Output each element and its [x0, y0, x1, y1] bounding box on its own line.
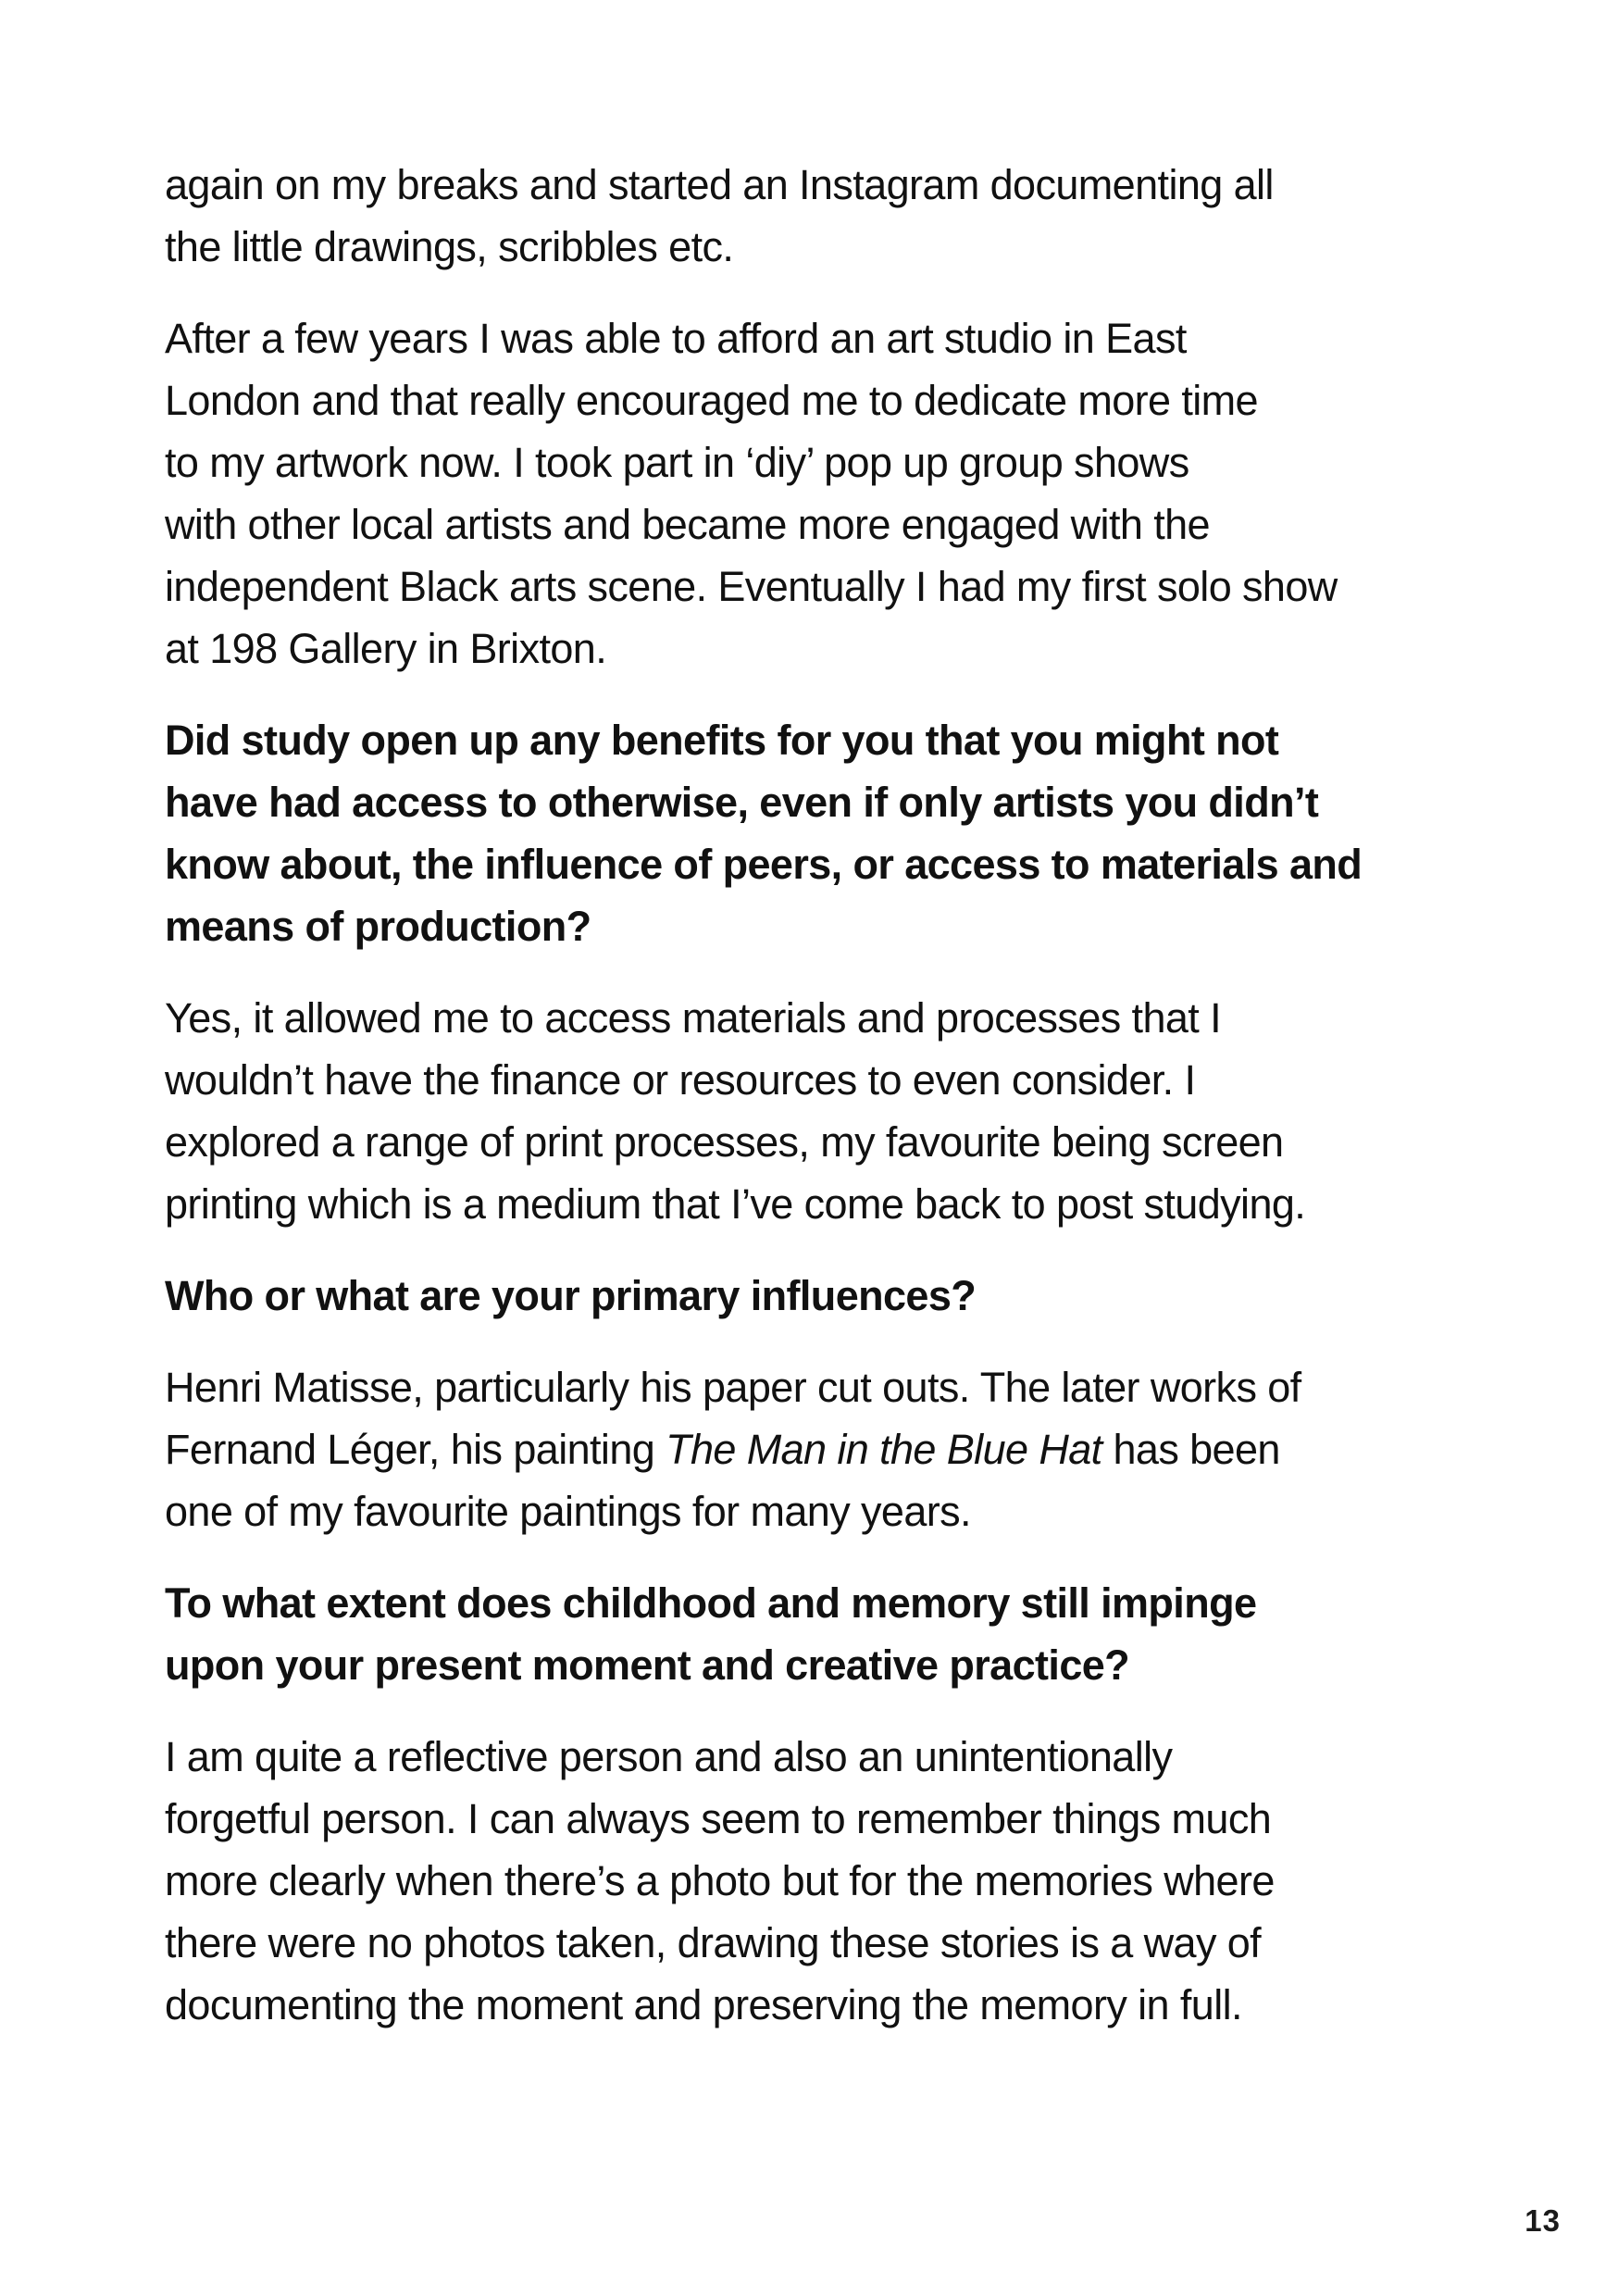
text-line: printing which is a medium that I’ve come back to post studying. [165, 1180, 1306, 1228]
artwork-title: The Man in the Blue Hat [666, 1426, 1102, 1473]
text-line: again on my breaks and started an Instagram documenting all [165, 161, 1274, 208]
text-line: Henri Matisse, particularly his paper cut outs. The later works of [165, 1364, 1301, 1411]
text-line: Did study open up any benefits for you that you might not [165, 717, 1279, 764]
text-line: means of production? [165, 903, 591, 950]
text-line [165, 1418, 1479, 1480]
text-segment: Fernand Léger, his painting [165, 1426, 666, 1473]
text-line: upon your present moment and creative practice? [165, 1641, 1130, 1689]
text-line: there were no photos taken, drawing these stories is a way of [165, 1919, 1262, 1966]
question-influences [165, 1265, 1479, 1327]
text-line: more clearly when there’s a photo but for the memories where [165, 1857, 1275, 1904]
text-line: wouldn’t have the finance or resources to even consider. I [165, 1056, 1196, 1104]
answer-paragraph-studio [165, 307, 1479, 680]
document-page [165, 154, 1479, 2065]
text-segment: has been [1101, 1426, 1280, 1473]
answer-paragraph-study-benefits [165, 987, 1479, 1235]
text-line: have had access to otherwise, even if only artists you didn’t [165, 779, 1319, 826]
text-line: After a few years I was able to afford an art studio in East [165, 315, 1187, 362]
text-line: know about, the influence of peers, or access to materials and [165, 841, 1363, 888]
text-line: To what extent does childhood and memory still impinge [165, 1579, 1257, 1627]
text-line: Yes, it allowed me to access materials and processes that I [165, 994, 1222, 1042]
question-study-benefits [165, 709, 1479, 957]
text-line: one of my favourite paintings for many years. [165, 1488, 971, 1535]
text-line: at 198 Gallery in Brixton. [165, 625, 607, 672]
page-number: 13 [1525, 2203, 1561, 2238]
text-line: London and that really encouraged me to dedicate more time [165, 377, 1258, 424]
answer-paragraph-instagram [165, 154, 1479, 278]
answer-paragraph-influences [165, 1356, 1479, 1542]
text-line: with other local artists and became more engaged with the [165, 501, 1210, 548]
text-line: to my artwork now. I took part in ‘diy’ pop up group shows [165, 439, 1189, 486]
text-line: Who or what are your primary influences? [165, 1272, 977, 1319]
text-line: documenting the moment and preserving the memory in full. [165, 1981, 1242, 2028]
text-line: explored a range of print processes, my favourite being screen [165, 1118, 1284, 1166]
question-childhood-memory [165, 1572, 1479, 1696]
text-line: independent Black arts scene. Eventually I had my first solo show [165, 563, 1338, 610]
text-line: the little drawings, scribbles etc. [165, 223, 734, 270]
answer-paragraph-childhood-memory [165, 1726, 1479, 2036]
text-line: I am quite a reflective person and also an unintentionally [165, 1733, 1173, 1780]
text-line: forgetful person. I can always seem to remember things much [165, 1795, 1272, 1842]
